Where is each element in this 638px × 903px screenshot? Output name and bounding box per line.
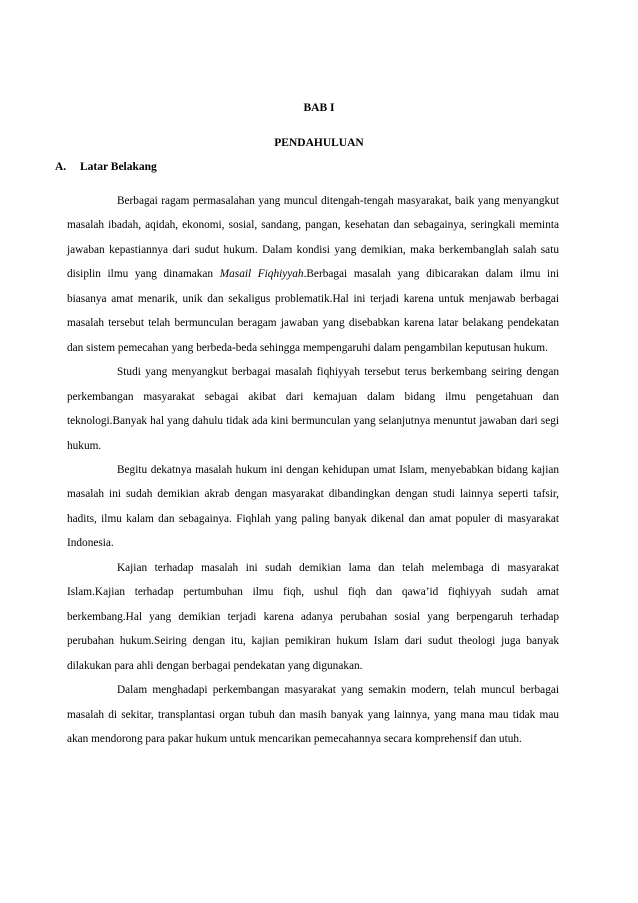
section-heading (55, 161, 157, 173)
paragraph-2: Studi yang menyangkut berbagai masalah fiqhiyyah tersebut terus berkembang seiring dengan perkembangan masyarakat sebagai akibat dari kemajuan dalam bidang ilmu pengetahuan dan teknologi.Banyak hal yang dahulu tidak ada kini bermunculan yang selanjutnya menuntut jawaban dari segi hukum. (67, 366, 559, 452)
paragraph-1-text-start: Berbagai ragam permasalahan yang muncul ditengah-tengah masyarakat, baik yang menyangkut masalah ibadah, aqidah, ekonomi, sosial, sandang, pangan, kesehatan dan sebagainya, seringkali meminta jawaban kepastiannya dari sudut hukum. Dalam kondisi yang demikian, maka berkembanglah salah satu disiplin ilmu yang dinamakan (67, 195, 559, 281)
paragraph-1-emphasis: Masail Fiqhiyyah (219, 268, 304, 281)
paragraph-5: Dalam menghadapi perkembangan masyarakat yang semakin modern, telah muncul berbagai masalah di sekitar, transplantasi organ tubuh dan masih banyak yang lainnya, yang mana mau tidak mau akan mendorong para pakar hukum untuk mencarikan pemecahannya secara komprehensif dan utuh. (67, 684, 559, 745)
chapter-title: PENDAHULUAN (274, 137, 364, 149)
chapter-number: BAB I (303, 102, 335, 114)
section-title: Latar Belakang (80, 161, 157, 173)
paragraph-3: Begitu dekatnya masalah hukum ini dengan kehidupan umat Islam, menyebabkan bidang kajian masalah ini sudah demikian akrab dengan masyarakat dibandingkan dengan studi lainnya seperti tafsir, hadits, ilmu kalam dan sebagainya. Fiqhlah yang paling banyak dikenal dan amat populer di masyarakat Indonesia. (67, 463, 559, 550)
body-text (67, 189, 559, 751)
paragraph-1 (67, 189, 559, 360)
paragraph-4: Kajian terhadap masalah ini sudah demikian lama dan telah melembaga di masyarakat Islam.Kajian terhadap pertumbuhan ilmu fiqh, ushul fiqh dan qawa’id fiqhiyyah sudah amat berkembang.Hal yang demikian terjadi karena adanya perubahan sosial yang berpengaruh terhadap perubahan hukum.Seiring dengan itu, kajian pemikiran hukum Islam dari sudut theologi juga banyak dilakukan para ahli dengan berbagai pendekatan yang digunakan. (67, 561, 559, 672)
paragraph-1-text-end: .Berbagai masalah yang dibicarakan dalam ilmu ini biasanya amat menarik, unik dan sekaligus problematik.Hal ini terjadi karena untuk menjawab berbagai masalah tersebut telah bermunculan beragam jawaban yang disebabkan karena latar belakang pendekatan dan sistem pemecahan yang berbeda-beda sehingga mempengaruhi dalam pengambilan keputusan hukum. (67, 268, 559, 354)
section-letter: A. (55, 161, 67, 173)
